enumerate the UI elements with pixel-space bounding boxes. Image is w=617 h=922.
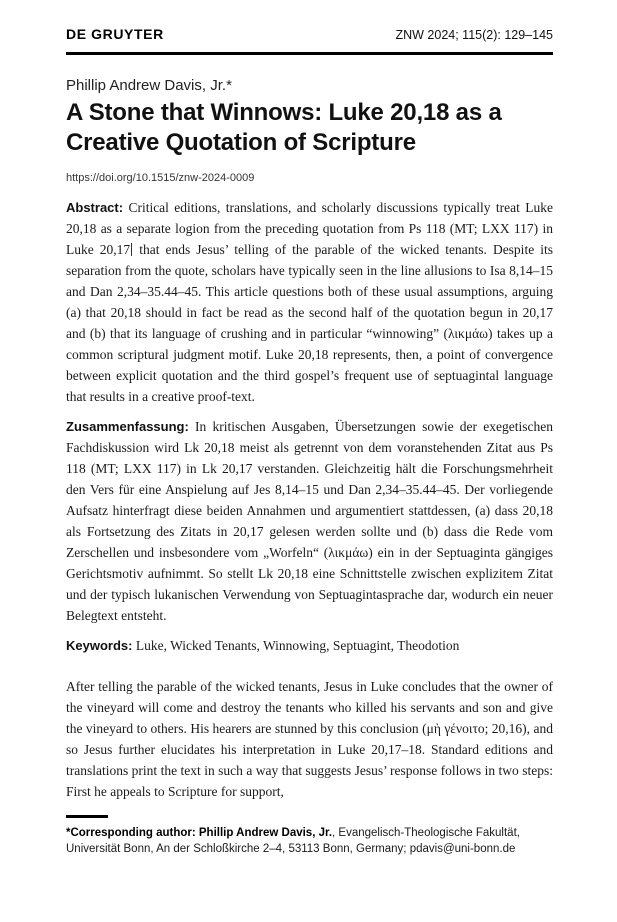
zusammenfassung-text: In kritischen Ausgaben, Übersetzungen sowie der exegetischen Fachdiskussion wird Lk 20,18 meist als getrennt von dem voranstehenden Zitat aus Ps 118 (MT; LXX 117) in Lk 20,17 verstanden. Gleichzeitig hält die Forschungsmehrheit den Vers für eine Anspielung auf Jes 8,14–15 und Dan 2,34–35.44–45. Der vorliegende Aufsatz hinterfragt diese beiden Annahmen und argumentiert stattdessen, (a) dass 20,18 als Fortsetzung des Zitats in 20,17 gelesen werden sollte und (b) dass die Rede vom Zerschellen und insbesondere vom „Worfeln“ (λικμάω) ein in der Septuaginta gängiges Gerichtsmotiv aufnimmt. So stellt Lk 20,18 eine Schnittstelle zwischen explizitem Zitat und der typisch lukanischen Verwendung von Septuagintasprache dar, wodurch ein neuer Belegtext entsteht. xyxy=(66,419,553,623)
body-paragraph-text: After telling the parable of the wicked tenants, Jesus in Luke concludes that the owner of the vineyard will come and destroy the tenants who killed his servants and son and give the vineyard to others. His hearers are stunned by this conclusion (μὴ γένοιτο; 20,16), and so Jesus further elucidates his interpretation in Luke 20,17–18. Standard editions and translations print the text in such a way that suggests Jesus’ response follows in two steps: First he appeals to Scripture for support, xyxy=(66,679,553,799)
abstract-label: Abstract: xyxy=(66,200,124,215)
email-link[interactable]: pdavis@uni-bonn.de xyxy=(409,843,516,855)
body-paragraph xyxy=(66,676,553,802)
zusammenfassung-paragraph xyxy=(66,416,553,626)
author-line: Phillip Andrew Davis, Jr.* xyxy=(66,77,232,94)
keywords-label: Keywords: xyxy=(66,638,133,653)
keywords-text: Luke, Wicked Tenants, Winnowing, Septuagint, Theodotion xyxy=(132,638,460,653)
corresponding-author-footnote xyxy=(66,825,553,857)
zusammenfassung-label: Zusammenfassung: xyxy=(66,419,189,434)
abstract-text-before-cursor: Critical editions, translations, and scholarly discussions typically treat Luke 20,18 as a separate logion from the preceding quotation from Ps 118 (MT; LXX 117) in Luke 20,17 xyxy=(66,200,553,257)
abstract-text-after-cursor: that ends Jesus’ telling of the parable of the wicked tenants. Despite its separation from the quote, scholars have typically seen in the line allusions to Isa 8,14–15 and Dan 2,34–35.44–45. This article questions both of these usual assumptions, arguing (a) that 20,18 should in fact be read as the second half of the quotation begun in 20,17 and (b) that its language of crushing and in particular “winnowing” (λικμάω) takes up a common scriptural judgment motif. Luke 20,18 represents, then, a point of convergence between explicit quotation and the third gospel’s frequent use of septuagintal language that results in a creative proof-text. xyxy=(66,242,553,404)
footnote-rule xyxy=(66,815,108,818)
text-cursor xyxy=(131,243,132,256)
publisher-logo: DE GRUYTER xyxy=(66,26,164,42)
journal-citation: ZNW 2024; 115(2): 129–145 xyxy=(395,28,553,42)
journal-header xyxy=(66,26,553,42)
footnote-bold: *Corresponding author: Phillip Andrew Davis, Jr. xyxy=(66,827,333,839)
footnote-block xyxy=(66,815,553,857)
footnote-text: , Evangelisch-Theologische Fakultät, Universität Bonn, An der Schloßkirche 2–4, 53113 Bonn, Germany; xyxy=(66,827,520,855)
abstract-paragraph xyxy=(66,197,553,407)
keywords-paragraph xyxy=(66,635,553,656)
header-rule xyxy=(66,52,553,55)
doi-link[interactable]: https://doi.org/10.1515/znw-2024-0009 xyxy=(66,172,255,184)
article-title: A Stone that Winnows: Luke 20,18 as a Creative Quotation of Scripture xyxy=(66,99,502,156)
